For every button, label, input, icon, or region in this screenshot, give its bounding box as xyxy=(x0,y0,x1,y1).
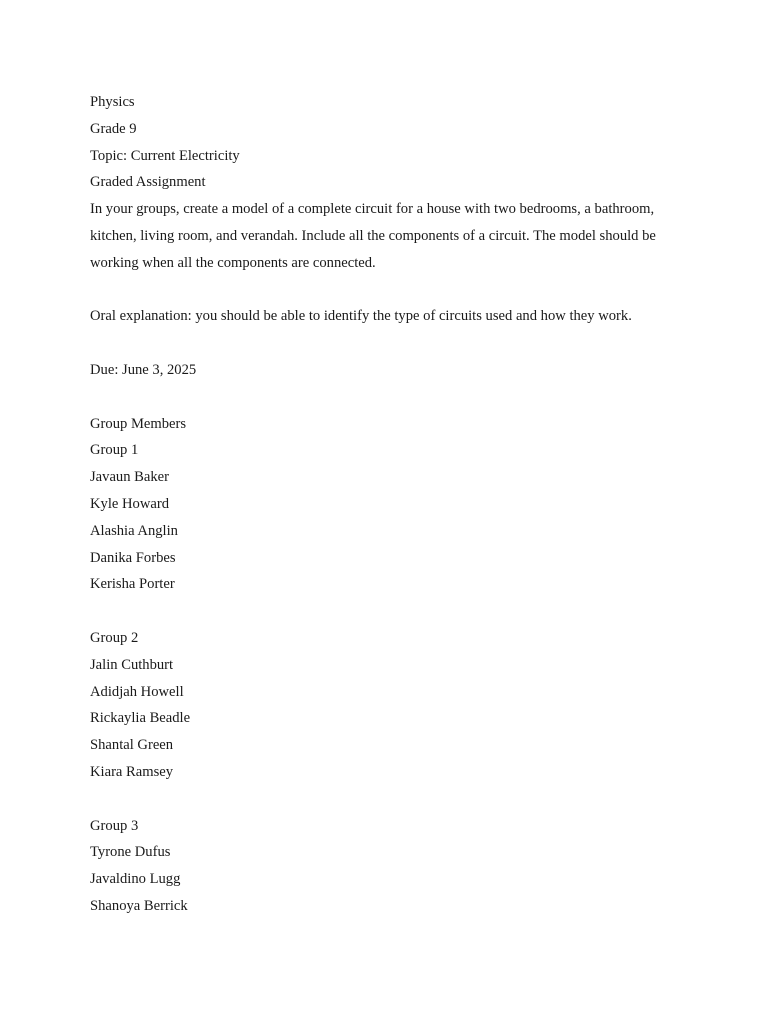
member-name: Shantal Green xyxy=(90,737,174,754)
spacer xyxy=(90,598,690,625)
spacer xyxy=(90,384,690,411)
member-name: Javaldino Lugg xyxy=(90,871,181,888)
oral-explanation: Oral explanation: you should be able to identify the type of circuits used and how they work. xyxy=(90,308,632,325)
group-members-heading: Group Members xyxy=(90,415,187,432)
member-name: Kiara Ramsey xyxy=(90,763,174,780)
member-name: Kerisha Porter xyxy=(90,576,175,593)
group-2-section xyxy=(90,625,690,786)
due-date: Due: June 3, 2025 xyxy=(90,361,197,378)
instructions-line-3: working when all the components are connected. xyxy=(90,254,376,271)
group-heading: Group 1 xyxy=(90,442,139,459)
group-1-section xyxy=(90,437,690,598)
document-page xyxy=(90,89,690,920)
group-heading: Group 3 xyxy=(90,817,139,834)
spacer xyxy=(90,277,690,304)
member-name: Kyle Howard xyxy=(90,495,170,512)
group-3-member-list xyxy=(90,839,690,919)
member-name: Adidjah Howell xyxy=(90,683,184,700)
member-name: Tyrone Dufus xyxy=(90,844,171,861)
member-name: Danika Forbes xyxy=(90,549,176,566)
subject-line: Physics xyxy=(90,94,135,110)
topic-line: Topic: Current Electricity xyxy=(90,147,240,164)
group-heading: Group 2 xyxy=(90,629,139,646)
spacer xyxy=(90,330,690,357)
spacer xyxy=(90,786,690,813)
member-name: Alashia Anglin xyxy=(90,522,178,539)
member-name: Rickaylia Beadle xyxy=(90,710,191,727)
instructions-line-2: kitchen, living room, and verandah. Include all the components of a circuit. The model should be xyxy=(90,227,656,244)
member-name: Shanoya Berrick xyxy=(90,897,188,914)
grade-line: Grade 9 xyxy=(90,120,137,137)
instructions-line-1: In your groups, create a model of a complete circuit for a house with two bedrooms, a bathroom, xyxy=(90,201,655,218)
assignment-type-line: Graded Assignment xyxy=(90,174,206,191)
member-name: Javaun Baker xyxy=(90,469,170,486)
group-3-section xyxy=(90,813,690,920)
member-name: Jalin Cuthburt xyxy=(90,656,174,673)
group-2-member-list xyxy=(90,652,690,786)
group-1-member-list xyxy=(90,464,690,598)
